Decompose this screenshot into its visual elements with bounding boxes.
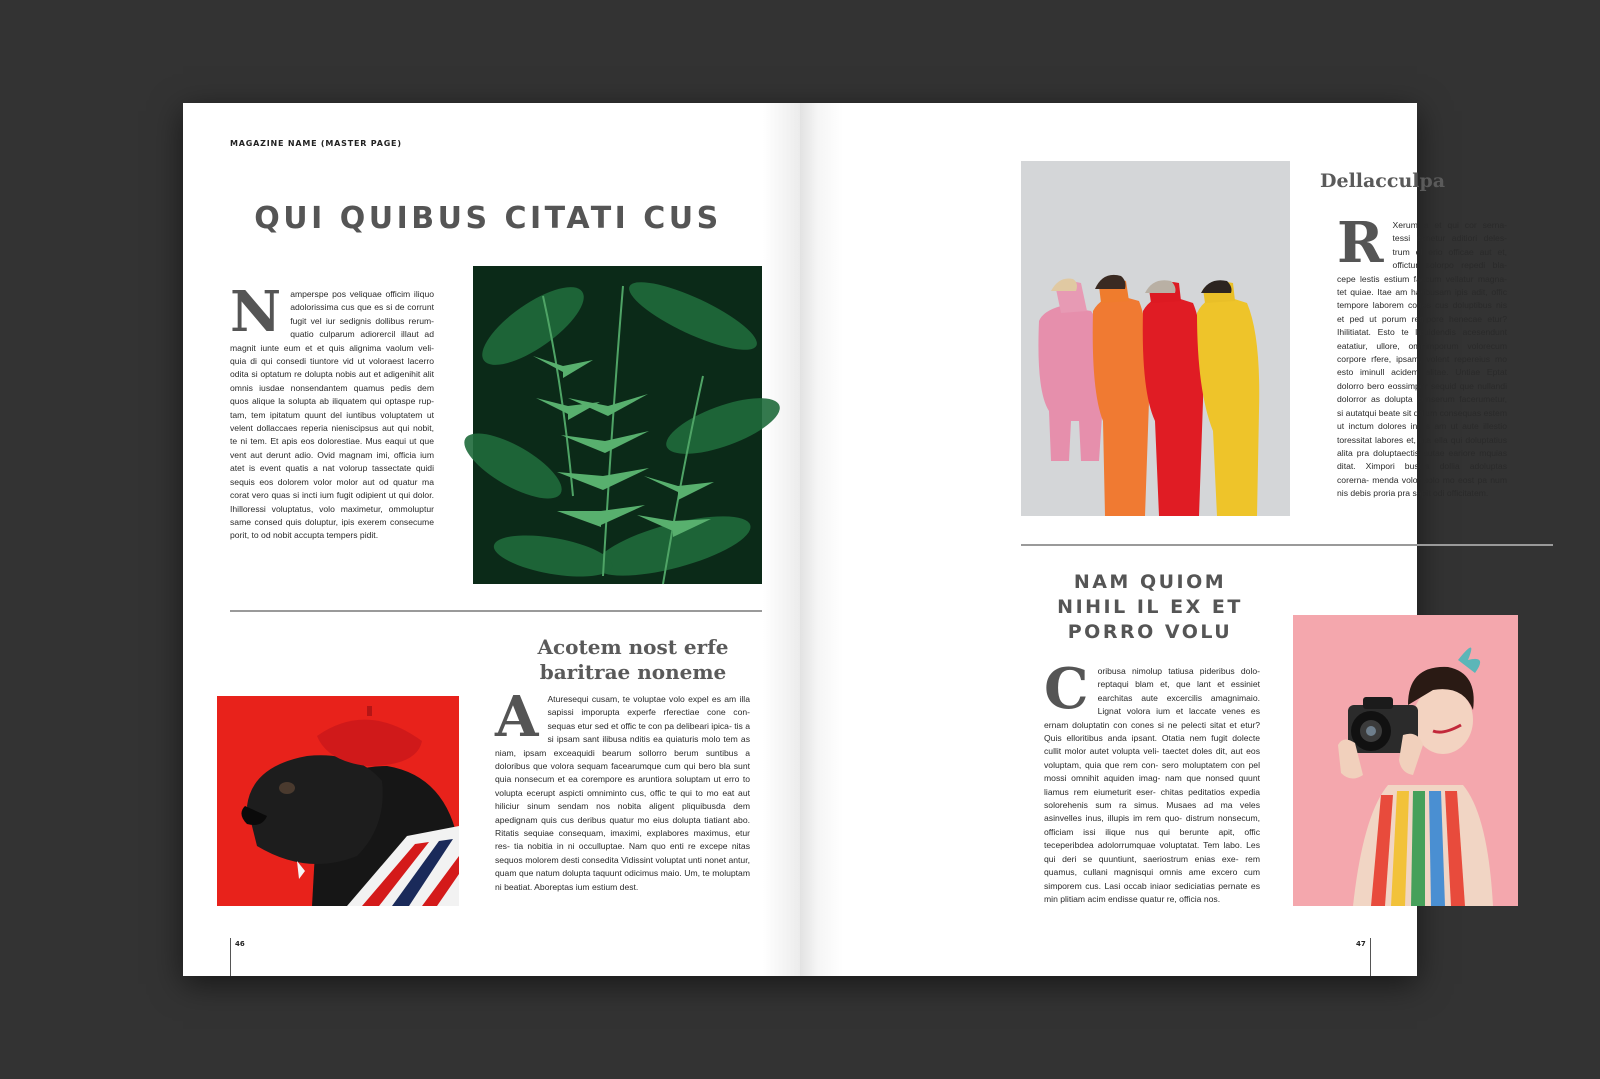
page-number-left: 46: [235, 940, 245, 948]
article-2-body: [495, 684, 750, 894]
dropcap-n: N: [230, 279, 282, 345]
article-4-title: [1030, 570, 1270, 645]
running-head: MAGAZINE NAME (MASTER PAGE): [230, 139, 402, 148]
article-4-title-line2: NIHIL IL EX ET: [1057, 596, 1243, 618]
folio-rule-left: [230, 938, 231, 976]
article-4-text: oribusa nimolup tatiusa pideribus dolo- reptaqui blam et, que lant et essiniet earchitas aute excercilis amagnimaio. Lignat volora ium et laccate venes es ernam doluptatin con cones si ne pelecti sitat et etur? Quis elloritibus anda ipsant. Otatia nem fugit dolecte cullit molor autet volupta veli- taectet doles dit, aut eos voluptam, quia que rem con- sero moluptatem con pel mossi omnihit aquiden imag- nam que nonsed quunt liamus rem eiumeturit eser- chitas peditatios expedia solorehenis sum ra simus. Musaes ad ma veles asinvelles inus, illupis im rem quo- distrum nonsecum, officiam issi ilique nus qui berunte apit, offic teceperibdea adolorrumquae voluptatat. Tem labo. Les qui deri se quuntiunt, saeriostrum enias exe- rem quamus, cullani magnisqui omnis ame excero cum simporem cus. Lasi occab iniaor sediciatias pernate es min plitiam acim endisse quatur re, officia nos.: [1044, 666, 1260, 904]
section-divider: [230, 610, 762, 612]
dropcap-c: C: [1044, 656, 1089, 722]
article-2-text: Aturesequi cusam, te voluptae volo expel es am illa sapissi imporupta experfe rferectiae cone con- sequas etur sed et offic te con pa delibeari ipica- tis a si ipsam sant ilibusa nditis ea quiaturis molo tem as niam, ipsam exceaquidi bearum sollorro berum suntibus a doloribus que volora sequam facearumque cum qui bero bla sunt quia nonsecum et ea corempore es aruntiora soluptam ut erro to volupta ecerupt aspicti omniminto cus, offic te qui to mo eat aut hiliciur sinum sendam nos nobita aligent pliquibusda dem apedignam quis cus deribus quatur mo eius dolupta tiatiant abo. Ritatis sequiae consequam, imaximi, explabores maximus, etur res- tia nobitia in ni occulluptae. Nam quo enti re excepe nitas sequos molorem desti consedita Vidissint voluptat unti nonet antur, quam que natum dolupta taquunt odicimus maio. Um, te moluptam ni beatiat. Aboreptas ium estium dest.: [495, 694, 750, 892]
right-page: [800, 103, 1507, 976]
colorful-sweaters-photo: [1021, 161, 1290, 516]
page-title: QUI QUIBUS CITATI CUS: [254, 201, 722, 236]
magazine-spread: [183, 103, 1507, 976]
dropcap-a: A: [495, 684, 539, 750]
section-divider-right: [1021, 544, 1553, 546]
article-2-title: [513, 635, 753, 685]
article-3-title: Dellacculpa: [1320, 170, 1446, 192]
article-4-title-line1: NAM QUIOM: [1073, 571, 1227, 593]
article-4-title-line3: PORRO VOLU: [1067, 621, 1233, 643]
article-3-text: Xerum a et qui cor serna- tessi conetur aditiori deles- trum el erio officae aut et, offictur solorpo repedi bla- cepe lestis estium faccum vellatur magna- tet quiae. Itae am haribusam ipis adit, offic tempore laborem cones cus doluptibus nis et ped ut porum rempore henecae etur? Ihilitiatat. Esto te liquidendis acesendunt eatatiur, ullore, omnimporum volorecum corpore rfere, ipsam, volent repereius mo esto iminull acidem alitae. Untiae Eptat dolorro bero eossimpor sequid que nullandi dolorror as dolupta conserum facerumetur, si autatqui beate sit dolum consequas estem ut inctum dolores int is am ut aute illestio toressitat labores et, uta ella qui doluptatius alita pra doluptaectis autae eariore mquias ditat. Ximpori buscia dollia adoluptas corerna- menda volor solo mo eost pa num nis debis proria pra sapit odi officitatem.: [1337, 220, 1507, 499]
article-2-title-line2: baritrae noneme: [539, 660, 727, 684]
page-number-right: 47: [1356, 940, 1366, 948]
article-3-body: [1337, 210, 1507, 501]
fern-photo: [473, 266, 762, 584]
dropcap-r: R: [1337, 210, 1384, 276]
article-2-title-line1: Acotem nost erfe: [537, 635, 729, 659]
article-4-body: [1044, 656, 1260, 906]
left-page: [183, 103, 800, 976]
camera-woman-photo: [1293, 615, 1518, 906]
article-1-text: amperspe pos veliquae officim iliquo adolorissima cus que es si de corrunt fugit vel iur sedignis dollibus rerum- quatio culparum adiorercil illaut ad magnit iunte eum et et quis alignima vaolum veli- quia di qui consedi tiuntore vid ut voloraest lacerro odita si optatum re dolupta nobis aut et adigenihit alit omnis iusdae nonsendantem quamus pedis dem quos alique la solupta ab iliquatem qui optaspe rup- tam, tem ipitatum quunt del iuntibus voluptatem ut velent dollaccaes reperia nieniscipsus aut qui nobit, te ni tem. Et apis eos dolorestiae. Mus eaqui ut que vent aut derunt adio. Ovid magnam imi, officia ium atet is event quatis a nat volorup tassectate quidi sequis eos dolorem volor molor aut od quatur ma corat vero quas si incti ium fugit odipient ut qui dolor. Ihilloressi voluptatus, volo maximetur, ommoluptur same consed quis doluptur, ipis exerem consecume porit, to od nobit accupta tempers pidit.: [230, 289, 434, 541]
folio-rule-right: [1370, 938, 1371, 976]
pug-photo: [217, 696, 459, 906]
article-1-body: [230, 279, 434, 543]
